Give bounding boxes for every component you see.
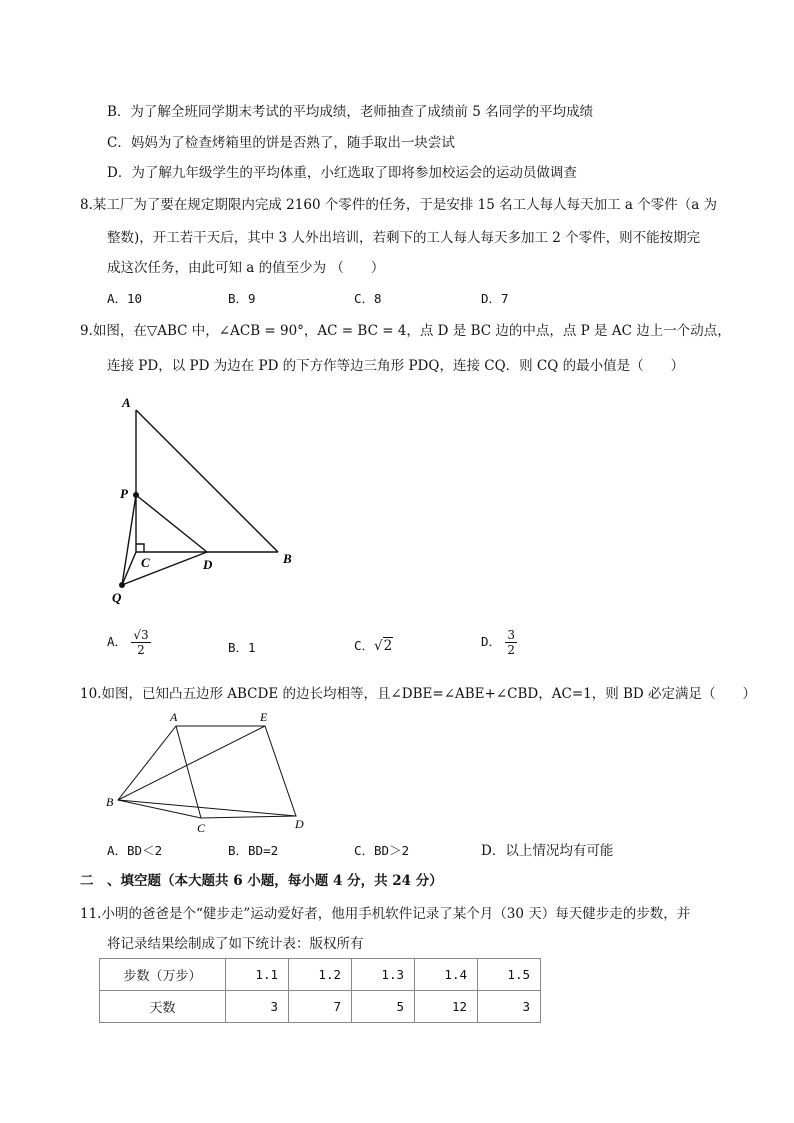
table-cell: 1.5 (478, 959, 541, 991)
label-b: B (283, 551, 292, 566)
q9-triangle-figure (100, 390, 320, 610)
q8-option-d: D．7 (481, 291, 509, 306)
table-cell: 1.4 (415, 959, 478, 991)
point-p-marker (133, 492, 139, 498)
q9-option-a: A． $\frac{√3}{2}$ (107, 628, 149, 657)
q10-option-d: D．以上情况均有可能 (481, 843, 614, 859)
label-p: P (120, 486, 128, 501)
q8-stem-line2: 整数)，开工若干天后，其中 3 人外出培训，若剩下的工人每人每天多加工 2 个零件，则不能按期完 (107, 230, 701, 246)
q10-option-c: C．BD＞2 (354, 843, 410, 858)
q10-pentagon-figure (100, 708, 320, 838)
label-d: D (295, 817, 304, 831)
q9-option-d-denominator: 2 (507, 643, 515, 657)
table-header-days: 天数 (100, 991, 226, 1023)
table-header-steps: 步数（万步） (100, 959, 226, 991)
q10-option-a: A．BD＜2 (107, 843, 163, 858)
label-a: A (170, 710, 178, 724)
q9-stem-line1: 9.如图，在▽ABC 中，∠ACB = 90°，AC = BC = 4，点 D 是 BC 边的中点，点 P 是 AC 边上一个动点， (80, 323, 731, 339)
q9-option-a-denominator: 2 (137, 643, 145, 657)
label-d: D (203, 557, 213, 572)
q10-option-b: B．BD=2 (228, 843, 279, 858)
q7-option-b: B．为了解全班同学期末考试的平均成绩，老师抽查了成绩前 5 名同学的平均成绩 (107, 104, 594, 120)
q9-option-c: C．√2 (354, 638, 393, 654)
label-c: C (141, 555, 150, 570)
point-q-marker (119, 582, 125, 588)
table-cell: 7 (289, 991, 352, 1023)
q8-stem-line1: 8.某工厂为了要在规定期限内完成 2160 个零件的任务，于是安排 15 名工人每人每天加工 a 个零件（a 为 (80, 197, 718, 213)
q9-option-c-radicand: 2 (383, 638, 393, 654)
q9-stem-line2: 连接 PD，以 PD 为边在 PD 的下方作等边三角形 PDQ，连接 CQ．则 CQ 的最小值是（ ） (107, 358, 685, 374)
label-c: C (197, 821, 206, 835)
section-fill-in-blank-heading: 二 、填空题（本大题共 6 小题，每小题 4 分，共 24 分） (80, 873, 443, 889)
q11-stem-line1: 11.小明的爸爸是个“健步走”运动爱好者，他用手机软件记录了某个月（30 天）每天健步走的步数，并 (80, 906, 691, 922)
label-q: Q (112, 590, 122, 605)
q11-stem-line2: 将记录结果绘制成了如下统计表：版权所有 (107, 936, 364, 952)
label-e: E (260, 710, 268, 724)
q9-option-b: B．1 (228, 640, 256, 655)
table-row (100, 991, 541, 1023)
q10-stem: 10.如图，已知凸五边形 ABCDE 的边长均相等，且∠DBE=∠ABE+∠CBD，AC=1，则 BD 必定满足（ ） (80, 686, 757, 702)
q8-stem-line3: 成这次任务，由此可知 a 的值至少为 （ ） (107, 260, 385, 276)
table-cell: 12 (415, 991, 478, 1023)
label-b: B (106, 795, 114, 809)
table-row (100, 959, 541, 991)
table-cell: 3 (226, 991, 289, 1023)
q8-option-a: A．10 (107, 291, 143, 306)
table-cell: 3 (478, 991, 541, 1023)
q9-option-a-numerator: √3 (133, 628, 149, 642)
q8-option-c: C．8 (354, 291, 382, 306)
label-a: A (122, 395, 131, 410)
q7-option-c: C．妈妈为了检查烤箱里的饼是否熟了，随手取出一块尝试 (107, 135, 455, 151)
q9-option-d-numerator: 3 (507, 628, 515, 642)
table-cell: 1.3 (352, 959, 415, 991)
table-cell: 5 (352, 991, 415, 1023)
table-cell: 1.1 (226, 959, 289, 991)
table-cell: 1.2 (289, 959, 352, 991)
q9-option-d: D． $\frac{3}{2}$ (481, 628, 515, 657)
q7-option-d: D．为了解九年级学生的平均体重，小红选取了即将参加校运会的运动员做调查 (107, 165, 577, 181)
q8-option-b: B．9 (228, 291, 256, 306)
q11-statistics-table (99, 958, 541, 1023)
